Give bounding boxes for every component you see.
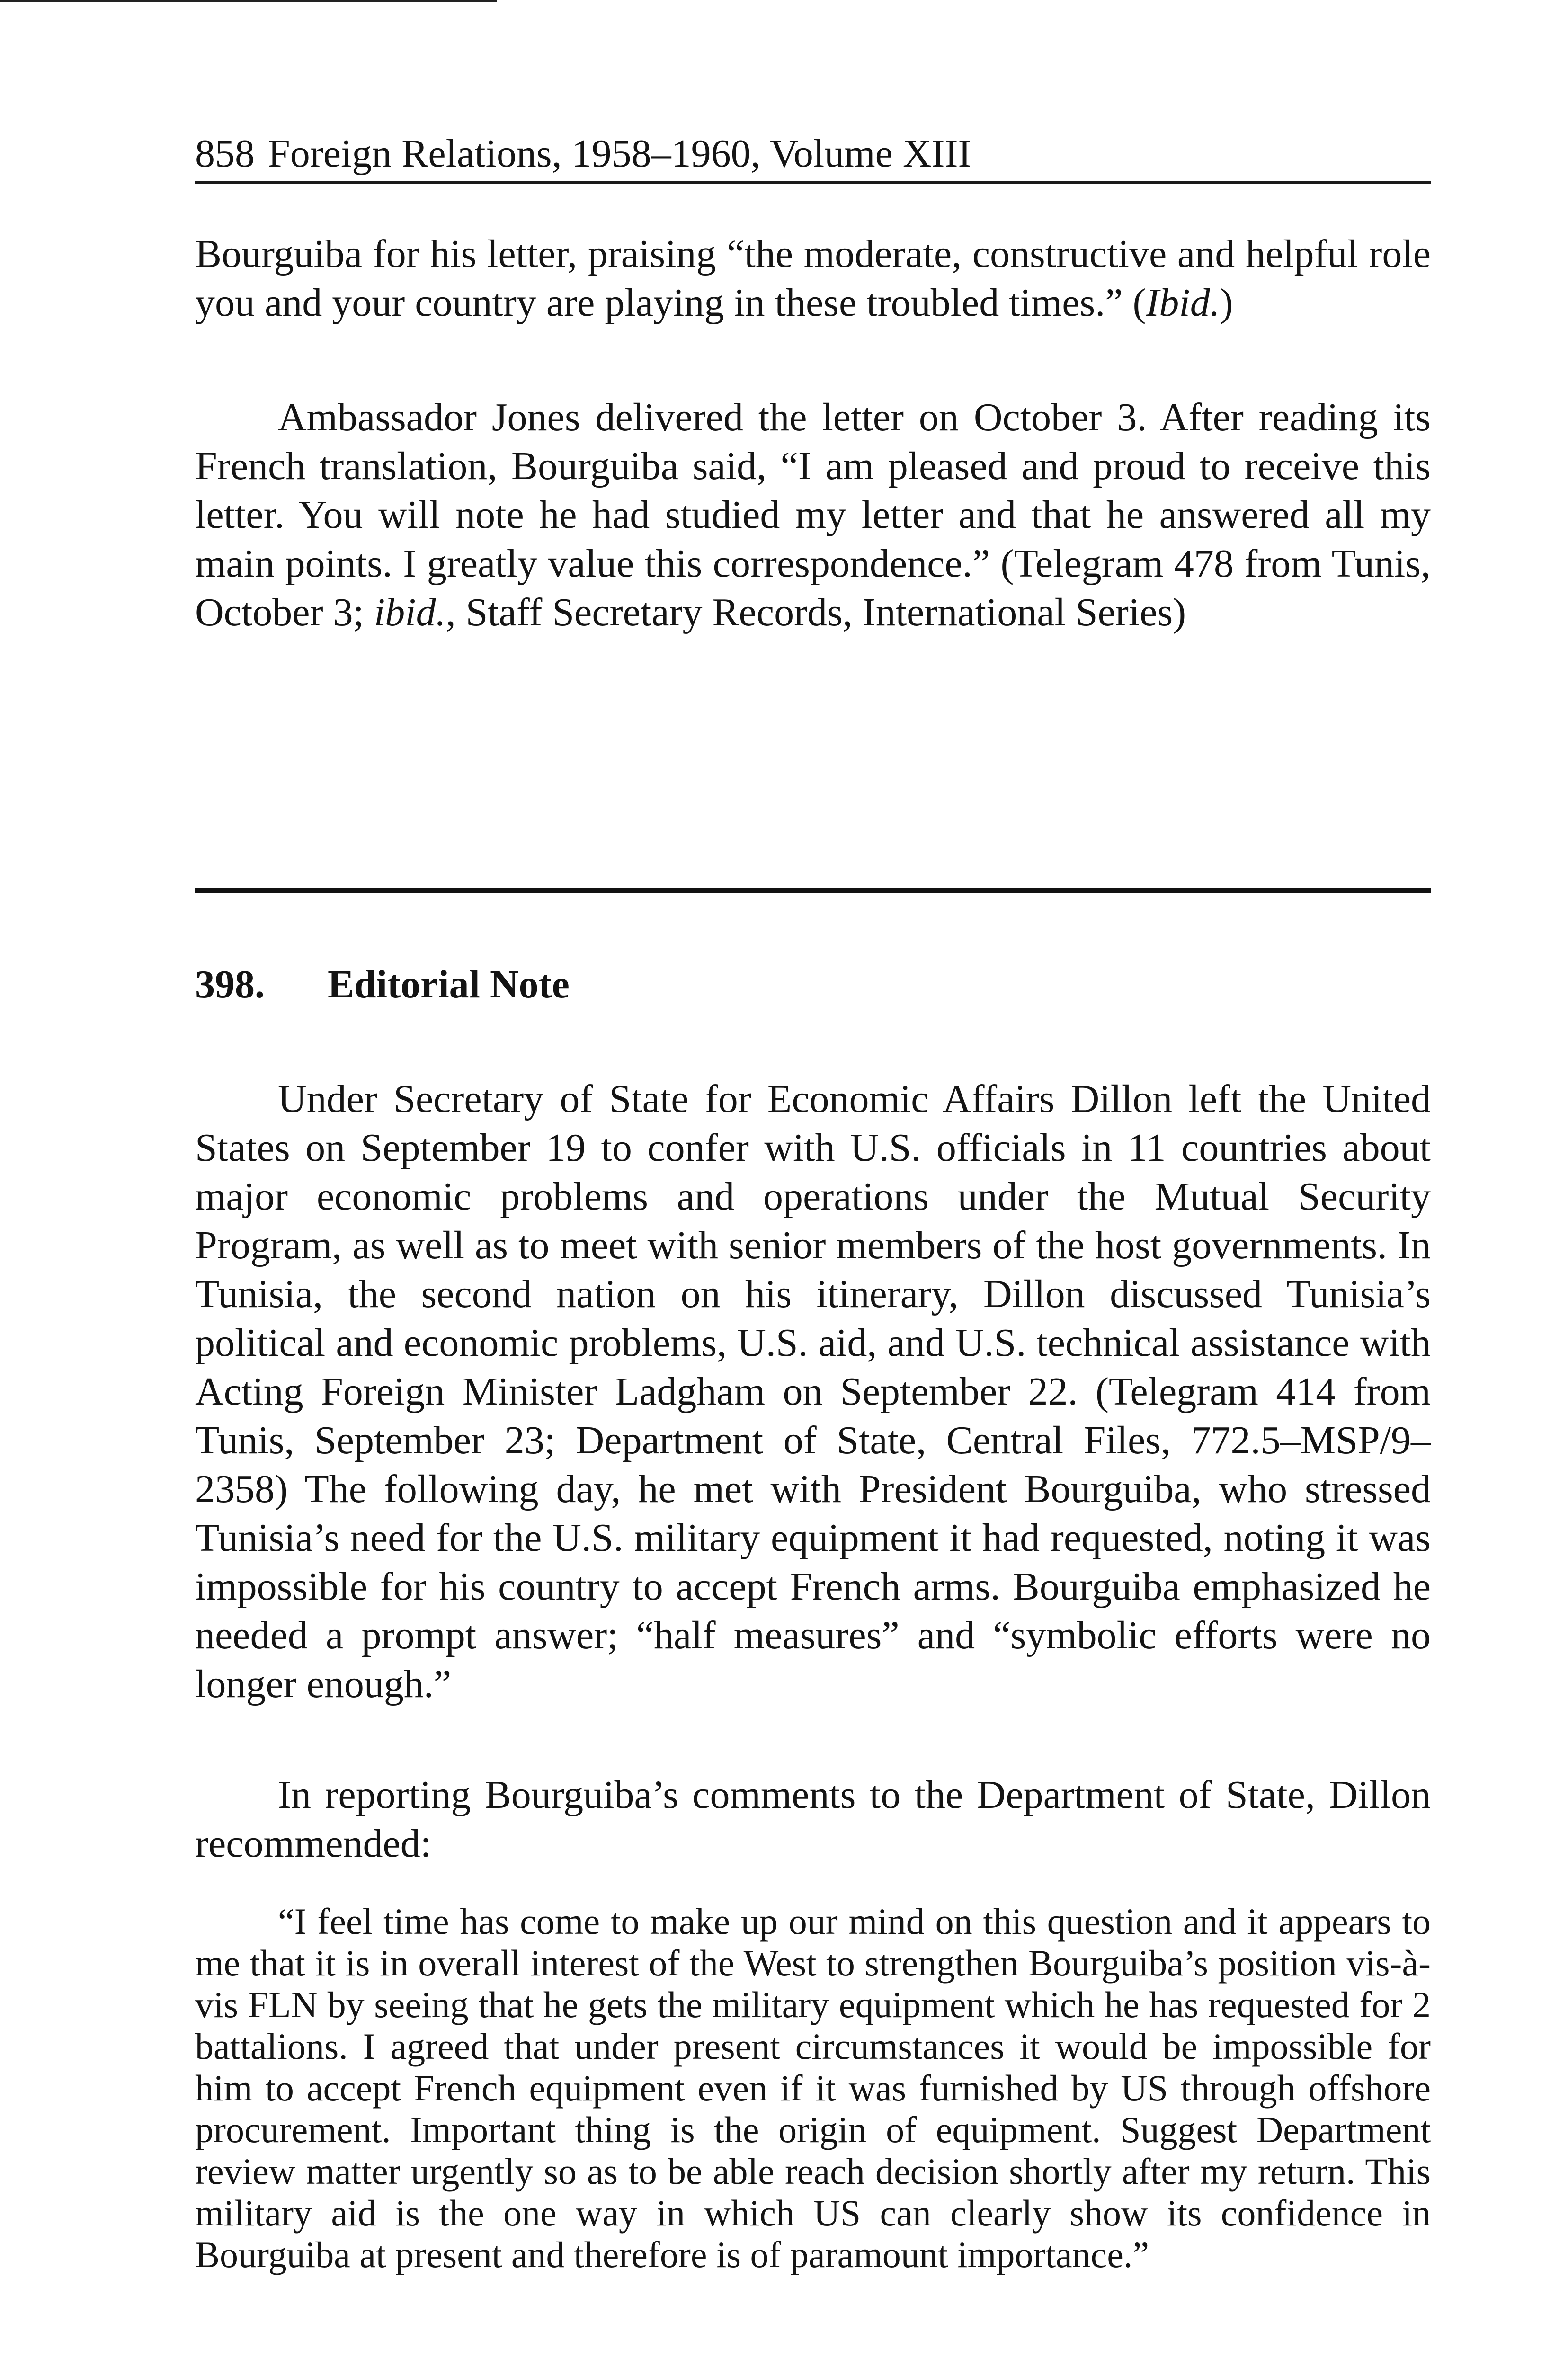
paragraph-text-end: , Staff Secretary Records, International Series) <box>445 590 1186 634</box>
paragraph-dillon-trip: Under Secretary of State for Economic Affairs Dillon left the United States on September 19 to confer with U.S. officials in 11 countries about major economic problems and operations under the Mutual Security Program, as well as to meet with senior members of the host governments. In Tunisia, the second nation on his itinerary, Dillon discussed Tunisia’s political and economic problems, U.S. aid, and U.S. technical assistance with Acting Foreign Minister Ladgham on September 22. (Telegram 414 from Tunis, September 23; Department of State, Central Files, 772.5–MSP/9–2358) The following day, he met with President Bourguiba, who stressed Tunisia’s need for the U.S. military equipment it had requested, noting it was impossible for his country to accept French arms. Bourguiba emphasized he needed a prompt answer; “half measures” and “symbolic efforts were no longer enough.” <box>195 1077 1431 1706</box>
page-number: 858 <box>195 132 255 176</box>
section-number: 398. <box>195 962 265 1006</box>
block-quote-dillon: “I feel time has come to make up our mind on this question and it appears to me that it is in overall interest of the West to strengthen Bourguiba’s position vis-à-vis FLN by seeing that he gets the military equipment which he has requested for 2 battalions. I agreed that under present circumstances it would be impossible for him to accept French equipment even if it was furnished by US through offshore procurement. Important thing is the origin of equipment. Suggest Department review matter urgently so as to be able reach decision shortly after my return. This military aid is the one way in which US can clearly show its confidence in Bourguiba at present and therefore is of paramount importance.” <box>195 1901 1431 2275</box>
paragraph-text: Bourguiba for his letter, praising “the moderate, constructive and helpful role you and your country are playing in these troubled times.” ( <box>195 232 1431 325</box>
running-head-title: Foreign Relations, 1958–1960, Volume XIII <box>268 132 971 176</box>
paragraph-ambassador-jones <box>195 393 1431 637</box>
section-heading <box>195 959 570 1011</box>
paragraph-text-end: ) <box>1220 281 1233 325</box>
paragraph-letter-continuation <box>195 230 1431 327</box>
running-head-rule <box>195 181 1431 184</box>
top-edge-rule <box>0 0 497 2</box>
paragraph-dillon-recommendation: In reporting Bourguiba’s comments to the Department of State, Dillon recommended: <box>195 1773 1431 1866</box>
citation-ibid: ibid. <box>374 590 446 634</box>
paragraph-text: Ambassador Jones delivered the letter on October 3. After reading its French translation, Bourguiba said, “I am pleased and proud to receive this letter. You will note he had studied my letter and that he answered all my main points. I greatly value this correspondence.” (Telegram 478 from Tunis, October 3; <box>195 395 1431 634</box>
running-head <box>195 128 1431 180</box>
citation-ibid: Ibid. <box>1146 281 1220 325</box>
section-divider-rule <box>195 888 1431 893</box>
section-title: Editorial Note <box>328 962 570 1006</box>
